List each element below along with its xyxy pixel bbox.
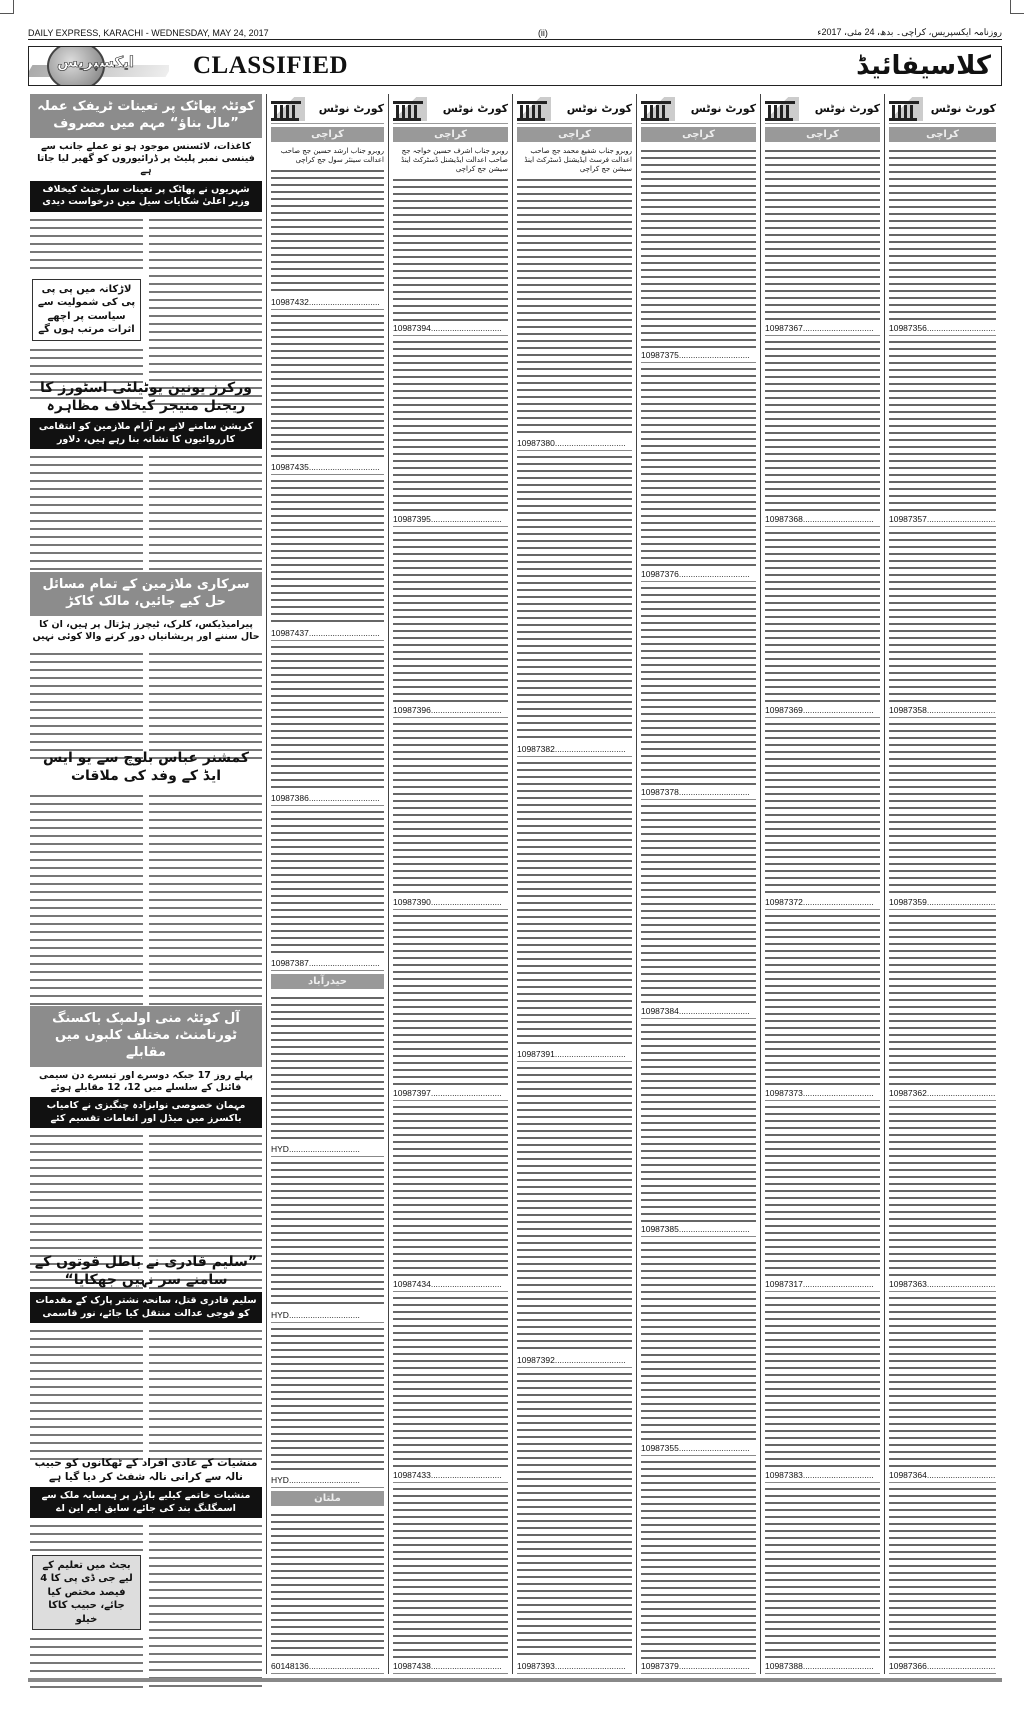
- notice-item: [641, 1237, 756, 1455]
- notice-body: [765, 912, 880, 1086]
- notice-item: [889, 336, 996, 527]
- court-building-icon: [393, 97, 427, 121]
- notice-body: [765, 529, 880, 703]
- notice-item: [271, 641, 384, 806]
- inset-box: لاڑکانہ میں پی پی پی کی شمولیت سے سیاست پر اچھے اثرات مرتب ہوں گے: [32, 279, 141, 341]
- headline: ورکرز یونین یوٹیلٹی اسٹورز کا ریجنل منیجر کیخلاف مظاہرہ: [40, 380, 252, 415]
- column-title: کورٹ نوٹس: [930, 102, 996, 115]
- news-column: [30, 94, 262, 1674]
- notice-reference-number: 10987359 .....: [889, 895, 996, 907]
- notice-reference-number: 10987397 .....: [393, 1086, 508, 1098]
- notice-item: [641, 145, 756, 363]
- city-label: کراچی: [765, 127, 880, 142]
- notice-reference-number: HYD .....: [271, 1473, 384, 1485]
- notice-item: [889, 527, 996, 718]
- notice-body: [765, 720, 880, 894]
- notice-item: [641, 800, 756, 1018]
- notice-body: [641, 1021, 756, 1222]
- headline: ”سلیم قادری نے باطل قوتوں کے سامنے سر نہیں جھکایا“: [34, 1254, 258, 1289]
- notice-reference-number: HYD .....: [271, 1142, 384, 1154]
- notice-item: [271, 1509, 384, 1674]
- court-notice-column: [884, 94, 1000, 1674]
- notice-item: [889, 910, 996, 1101]
- notice-opening: روبرو جناب اشرف حسین خواجہ جج صاحب اعدالت ایڈیشنل ڈسٹرکٹ اینڈ سیشن جج کراچی: [401, 147, 508, 173]
- notice-reference-number: 10987357 .....: [889, 512, 996, 524]
- headline: آل کوئٹہ منی اولمپک باکسنگ ٹورنامنٹ، مختلف کلبوں میں مقابلے: [30, 1006, 262, 1067]
- notice-reference-number: 10987385 .....: [641, 1222, 756, 1234]
- notice-reference-number: 10987392 .....: [517, 1353, 632, 1365]
- notice-item: [393, 145, 508, 336]
- notice-reference-number: HYD .....: [271, 1308, 384, 1320]
- column-header: [271, 94, 384, 124]
- notice-body: [517, 453, 632, 742]
- notice-reference-number: 10987391 .....: [517, 1047, 632, 1059]
- court-building-icon: [517, 97, 551, 121]
- notice-body: [271, 994, 384, 1142]
- notice-reference-number: 10987362 .....: [889, 1086, 996, 1098]
- notice-reference-number: 10987432 .....: [271, 295, 384, 307]
- notice-reference-number: 10987395 .....: [393, 512, 508, 524]
- notice-reference-number: 10987387 .....: [271, 956, 384, 968]
- notice-body: [641, 147, 756, 348]
- notice-item: [889, 145, 996, 336]
- headline: سرکاری ملازمین کے تمام مسائل حل کیے جائیں، مالک کاکڑ: [30, 572, 262, 616]
- city-label: کراچی: [271, 127, 384, 142]
- notice-body: [271, 312, 384, 460]
- highlight-bar: سلیم قادری قتل، سانحہ نشتر پارک کے مقدمات کو فوجی عدالت منتقل کیا جائے، نور قاسمی: [30, 1292, 262, 1323]
- page-number: (ii): [537, 27, 548, 38]
- notice-reference-number: 10987373 .....: [765, 1086, 880, 1098]
- notice-reference-number: 10987438 .....: [393, 1659, 508, 1671]
- notice-item: [889, 1101, 996, 1292]
- notice-item: [765, 527, 880, 718]
- notice-reference-number: 10987376 .....: [641, 567, 756, 579]
- notice-reference-number: 10987386 .....: [271, 791, 384, 803]
- notice-item: [517, 757, 632, 1063]
- column-header: [765, 94, 880, 124]
- notice-item: [765, 145, 880, 336]
- court-notice-column: [388, 94, 512, 1674]
- section-banner: [28, 46, 1002, 86]
- notice-body: [393, 1103, 508, 1277]
- notice-body: [393, 176, 508, 321]
- city-label: کراچی: [641, 127, 756, 142]
- notice-item: [765, 1483, 880, 1674]
- news-story-traffic: [30, 94, 262, 370]
- inset-box: بجٹ میں تعلیم کے لیے جی ڈی پی کا 4 فیصد مختص کیا جائے، حبیب کاکا خیلو: [32, 1555, 141, 1631]
- notice-reference-number: 10987382 .....: [517, 742, 632, 754]
- notice-item: [765, 1101, 880, 1292]
- notice-item: [393, 1292, 508, 1483]
- notice-body: [889, 529, 996, 703]
- notice-body: [765, 1103, 880, 1277]
- notice-reference-number: 10987372 .....: [765, 895, 880, 907]
- court-notice-column: [636, 94, 760, 1674]
- notice-reference-number: 10987355 .....: [641, 1441, 756, 1453]
- court-notice-column: [760, 94, 884, 1674]
- notice-reference-number: 10987378 .....: [641, 785, 756, 797]
- notice-reference-number: 10987358 .....: [889, 703, 996, 715]
- notice-reference-number: 10987393 .....: [517, 1659, 632, 1671]
- column-header: [393, 94, 508, 124]
- city-label: کراچی: [889, 127, 996, 142]
- notice-body: [517, 1370, 632, 1659]
- notice-reference-number: 10987390 .....: [393, 895, 508, 907]
- notice-item: [889, 1483, 996, 1674]
- notice-body: [271, 643, 384, 791]
- court-building-icon: [889, 97, 923, 121]
- notice-reference-number: 10987388 .....: [765, 1659, 880, 1671]
- notice-reference-number: 10987363 .....: [889, 1277, 996, 1289]
- notice-item: [517, 451, 632, 757]
- notice-body: [765, 147, 880, 321]
- news-story-boxing: [30, 1006, 262, 1246]
- notice-item: [393, 527, 508, 718]
- notice-body: [765, 1485, 880, 1659]
- notice-body: [271, 167, 384, 295]
- column-header: [889, 94, 996, 124]
- court-notice-column: [512, 94, 636, 1674]
- column-title: کورٹ نوٹس: [690, 102, 756, 115]
- section-title-english: CLASSIFIED: [193, 52, 349, 79]
- notice-body: [271, 1159, 384, 1307]
- notice-reference-number: 10987437 .....: [271, 626, 384, 638]
- footer-rule: [28, 1678, 1002, 1682]
- headline: منشیات کے عادی افراد کے ٹھکانوں کو حبیب نالہ سے کرانی نالہ شفٹ کر دیا گیا ہے: [34, 1457, 258, 1483]
- notice-body: [393, 912, 508, 1086]
- notice-item: [889, 718, 996, 909]
- highlight-bar: مہمان خصوصی نوابزادہ چنگیزی نے کامیاب باکسرز میں میڈل اور انعامات تقسیم کئے: [30, 1097, 262, 1128]
- column-header: [517, 94, 632, 124]
- notice-body: [641, 365, 756, 566]
- news-story-govt-employees: [30, 572, 262, 742]
- notice-body: [641, 1458, 756, 1659]
- highlight-bar: منشیات خاتمے کیلیے بارڈر پر ہمسایہ ملک سے اسمگلنگ بند کی جائے، سابق ایم این اے: [30, 1487, 262, 1518]
- notice-body: [271, 1325, 384, 1473]
- subheadline: کاغذات، لائسنس موجود ہو تو عملے جانب سے فینسی نمبر پلیٹ پر ڈرائیوروں کو گھیر لیا جاتا ہے: [37, 140, 255, 177]
- notice-body: [641, 1239, 756, 1440]
- notice-body: [271, 1511, 384, 1659]
- notice-body: [889, 720, 996, 894]
- subheadline: پہلے روز 17 جبکہ دوسرے اور تیسرے دن سیمی فائنل کے سلسلے میں 12، 12 مقابلے ہوئے: [39, 1069, 253, 1094]
- notice-reference-number: 10987317 .....: [765, 1277, 880, 1289]
- notice-item: [765, 910, 880, 1101]
- notice-item: [271, 1323, 384, 1488]
- notice-reference-number: 10987433 .....: [393, 1468, 508, 1480]
- city-label: کراچی: [517, 127, 632, 142]
- notice-body: [765, 338, 880, 512]
- express-logo: ایکسپریس: [29, 47, 169, 85]
- notice-body: [641, 584, 756, 785]
- notice-body: [393, 529, 508, 703]
- notice-item: [765, 1292, 880, 1483]
- city-label: کراچی: [393, 127, 508, 142]
- notice-item: [271, 475, 384, 640]
- notice-reference-number: 10987434 .....: [393, 1277, 508, 1289]
- notice-item: [393, 336, 508, 527]
- notice-reference-number: 60148136 .....: [271, 1659, 384, 1671]
- notice-body: [889, 1294, 996, 1468]
- notice-body: [765, 1294, 880, 1468]
- notice-item: [271, 992, 384, 1157]
- news-story-narcotics: [30, 1454, 262, 1672]
- notice-reference-number: 10987394 .....: [393, 321, 508, 333]
- notice-reference-number: 10987368 .....: [765, 512, 880, 524]
- notice-item: [889, 1292, 996, 1483]
- notice-item: [641, 1456, 756, 1674]
- notice-body: [641, 802, 756, 1003]
- notice-body: [889, 1485, 996, 1659]
- notice-body: [393, 338, 508, 512]
- notice-reference-number: 10987364 .....: [889, 1468, 996, 1480]
- court-notice-column: [266, 94, 388, 1674]
- highlight-bar: شہریوں نے پھاٹک پر تعینات سارجنٹ کیخلاف وزیر اعلیٰ شکایات سیل میں درخواست دیدی: [30, 181, 262, 212]
- crop-mark: [0, 0, 14, 14]
- news-story-workers-union: [30, 376, 262, 566]
- notice-item: [765, 336, 880, 527]
- notice-body: [517, 176, 632, 436]
- highlight-bar: کرپشن سامنے لانے پر آرام ملازمین کو انتقامی کارروائیوں کا نشانہ بنا رہے ہیں، دلاور: [30, 418, 262, 449]
- notice-reference-number: 10987384 .....: [641, 1004, 756, 1016]
- section-title-urdu: کلاسیفائیڈ: [856, 51, 991, 81]
- notice-reference-number: 10987379 .....: [641, 1659, 756, 1671]
- news-story-saleem-qadri: [30, 1250, 262, 1450]
- city-label: حیدرآباد: [271, 974, 384, 989]
- notice-item: [271, 1157, 384, 1322]
- notice-item: [641, 582, 756, 800]
- notice-item: [271, 145, 384, 310]
- headline: کوئٹہ پھاٹک پر تعینات ٹریفک عملہ ”مال بناؤ“ مہم میں مصروف: [30, 94, 262, 138]
- notice-reference-number: 10987380 .....: [517, 436, 632, 448]
- notice-reference-number: 10987435 .....: [271, 460, 384, 472]
- crop-mark: [1010, 0, 1024, 14]
- notice-body: [889, 912, 996, 1086]
- court-building-icon: [641, 97, 675, 121]
- notice-item: [271, 310, 384, 475]
- notice-reference-number: 10987367 .....: [765, 321, 880, 333]
- notice-reference-number: 10987366 .....: [889, 1659, 996, 1671]
- notice-body: [889, 147, 996, 321]
- notice-item: [393, 718, 508, 909]
- court-building-icon: [271, 97, 305, 121]
- notice-item: [641, 1019, 756, 1237]
- notice-body: [889, 338, 996, 512]
- notice-item: [517, 145, 632, 451]
- notice-opening: روبرو جناب شفیع محمد جج صاحب اعدالت فرسٹ ایڈیشنل ڈسٹرکٹ اینڈ سیشن جج کراچی: [524, 147, 632, 173]
- notice-item: [271, 806, 384, 971]
- notice-reference-number: 10987369 .....: [765, 703, 880, 715]
- notice-reference-number: 10987375 .....: [641, 348, 756, 360]
- notice-item: [393, 1483, 508, 1674]
- notice-item: [765, 718, 880, 909]
- city-label: ملتان: [271, 1491, 384, 1506]
- news-story-commissioner: [30, 746, 262, 1001]
- column-title: کورٹ نوٹس: [566, 102, 632, 115]
- notice-body: [517, 759, 632, 1048]
- column-header: [641, 94, 756, 124]
- notice-body: [889, 1103, 996, 1277]
- notice-item: [641, 363, 756, 581]
- notice-reference-number: 10987356 .....: [889, 321, 996, 333]
- notice-reference-number: 10987383 .....: [765, 1468, 880, 1480]
- court-building-icon: [765, 97, 799, 121]
- notice-body: [517, 1064, 632, 1353]
- folio-line: [28, 26, 1002, 40]
- notice-body: [393, 720, 508, 894]
- notice-body: [271, 477, 384, 625]
- dateline-urdu: روزنامہ ایکسپریس، کراچی۔ بدھ، 24 مئی، 2017ء: [817, 27, 1002, 37]
- notice-opening: روبرو جناب ارشد حسین جج صاحب اعدالت سینئر سول جج کراچی: [280, 147, 384, 164]
- notice-body: [393, 1294, 508, 1468]
- column-title: کورٹ نوٹس: [318, 102, 384, 115]
- dateline-english: DAILY EXPRESS, KARACHI - WEDNESDAY, MAY 24, 2017: [28, 27, 269, 38]
- column-title: کورٹ نوٹس: [814, 102, 880, 115]
- headline: کمشنر عباس بلوچ سے یو ایس ایڈ کے وفد کی ملاقات: [42, 750, 250, 785]
- notice-body: [271, 808, 384, 956]
- notice-item: [517, 1062, 632, 1368]
- notice-item: [393, 910, 508, 1101]
- column-title: کورٹ نوٹس: [442, 102, 508, 115]
- notice-body: [393, 1485, 508, 1659]
- subheadline: پیرامیڈیکس، کلرک، ٹیچرز ہڑتال پر ہیں، ان کا حال سننے اور پریشانیاں دور کرنے والا کوئی نہیں: [32, 618, 260, 643]
- notice-item: [393, 1101, 508, 1292]
- notice-reference-number: 10987396 .....: [393, 703, 508, 715]
- notice-item: [517, 1368, 632, 1674]
